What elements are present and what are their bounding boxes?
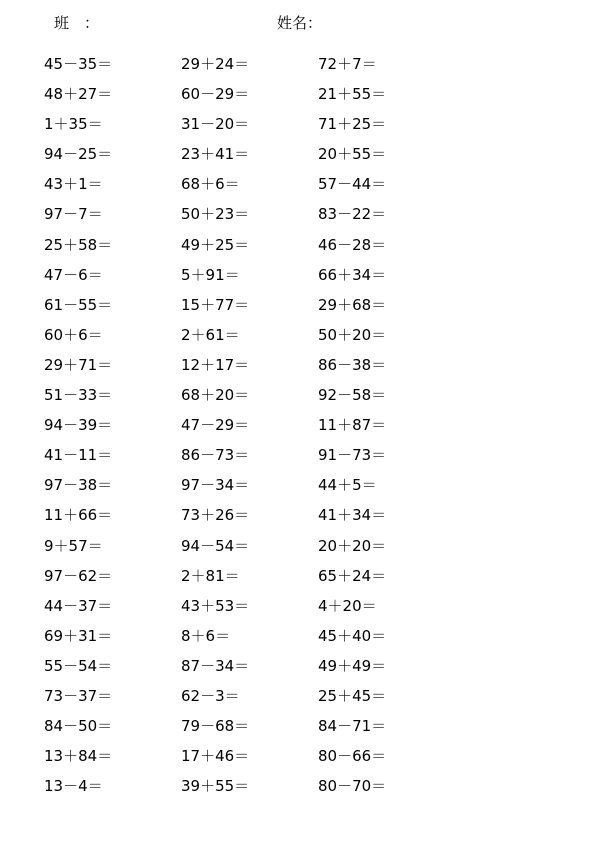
math-problem: 25＋58＝ <box>44 235 113 254</box>
math-problem: 94－25＝ <box>44 145 113 164</box>
math-problem: 29＋71＝ <box>44 355 113 374</box>
math-problem: 68＋20＝ <box>181 386 250 405</box>
math-problem: 49＋25＝ <box>181 235 250 254</box>
math-problem: 65＋24＝ <box>318 566 387 585</box>
math-problem: 84－50＝ <box>44 717 113 736</box>
math-problem: 8＋6＝ <box>181 626 231 645</box>
math-problem: 86－38＝ <box>318 355 387 374</box>
math-problem: 41－11＝ <box>44 446 113 465</box>
math-problem: 51－33＝ <box>44 386 113 405</box>
math-problem: 71＋25＝ <box>318 115 387 134</box>
math-problem: 4＋20＝ <box>318 596 377 615</box>
problem-column-1 <box>44 49 112 801</box>
math-problem: 1＋35＝ <box>44 115 103 134</box>
math-problem: 68＋6＝ <box>181 175 240 194</box>
math-problem: 69＋31＝ <box>44 626 113 645</box>
math-problem: 2＋81＝ <box>181 566 240 585</box>
worksheet-header <box>0 12 600 36</box>
math-problem: 60－29＝ <box>181 85 250 104</box>
math-problem: 91－73＝ <box>318 446 387 465</box>
math-problem: 57－44＝ <box>318 175 387 194</box>
math-problem: 97－38＝ <box>44 476 113 495</box>
math-problem: 11＋87＝ <box>318 416 387 435</box>
math-problem: 5＋91＝ <box>181 265 240 284</box>
math-problem: 61－55＝ <box>44 295 113 314</box>
math-problem: 97－34＝ <box>181 476 250 495</box>
math-problem: 79－68＝ <box>181 717 250 736</box>
math-problem: 15＋77＝ <box>181 295 250 314</box>
problem-column-2 <box>181 49 249 801</box>
math-problem: 49＋49＝ <box>318 656 387 675</box>
math-problem: 97－7＝ <box>44 205 103 224</box>
math-problem: 47－6＝ <box>44 265 103 284</box>
math-problem: 55－54＝ <box>44 656 113 675</box>
math-problem: 21＋55＝ <box>318 85 387 104</box>
math-problem: 94－39＝ <box>44 416 113 435</box>
math-problem: 11＋66＝ <box>44 506 113 525</box>
math-problem: 12＋17＝ <box>181 355 250 374</box>
math-problem: 43＋53＝ <box>181 596 250 615</box>
math-problem: 66＋34＝ <box>318 265 387 284</box>
math-problem: 13＋84＝ <box>44 747 113 766</box>
math-problem: 80－66＝ <box>318 747 387 766</box>
math-problem: 97－62＝ <box>44 566 113 585</box>
math-problem: 13－4＝ <box>44 777 103 796</box>
math-problem: 25＋45＝ <box>318 686 387 705</box>
math-problem: 83－22＝ <box>318 205 387 224</box>
math-problem: 94－54＝ <box>181 536 250 555</box>
math-problem: 17＋46＝ <box>181 747 250 766</box>
math-problem: 47－29＝ <box>181 416 250 435</box>
math-problem: 73－37＝ <box>44 686 113 705</box>
math-problem: 9＋57＝ <box>44 536 103 555</box>
math-problem: 29＋68＝ <box>318 295 387 314</box>
math-problem: 43＋1＝ <box>44 175 103 194</box>
math-problem: 2＋61＝ <box>181 325 240 344</box>
math-problem: 31－20＝ <box>181 115 250 134</box>
math-problem: 20＋20＝ <box>318 536 387 555</box>
math-problem: 48＋27＝ <box>44 85 113 104</box>
math-problem: 84－71＝ <box>318 717 387 736</box>
math-problem: 73＋26＝ <box>181 506 250 525</box>
math-problem: 45＋40＝ <box>318 626 387 645</box>
math-problem: 41＋34＝ <box>318 506 387 525</box>
math-problem: 92－58＝ <box>318 386 387 405</box>
math-problem: 72＋7＝ <box>318 55 377 73</box>
math-problem: 86－73＝ <box>181 446 250 465</box>
math-problem: 20＋55＝ <box>318 145 387 164</box>
math-problem: 44－37＝ <box>44 596 113 615</box>
math-problem: 45－35＝ <box>44 55 113 73</box>
math-problem: 87－34＝ <box>181 656 250 675</box>
math-problem: 50＋20＝ <box>318 325 387 344</box>
math-problem: 50＋23＝ <box>181 205 250 224</box>
problem-column-3 <box>318 49 386 801</box>
name-label: 姓名： <box>277 14 323 32</box>
math-problem: 29＋24＝ <box>181 55 250 73</box>
math-problem: 39＋55＝ <box>181 777 250 796</box>
class-label: 班 ： <box>54 14 100 32</box>
math-problem: 46－28＝ <box>318 235 387 254</box>
math-problem: 62－3＝ <box>181 686 240 705</box>
math-problem: 23＋41＝ <box>181 145 250 164</box>
math-problem: 44＋5＝ <box>318 476 377 495</box>
math-problem: 80－70＝ <box>318 777 387 796</box>
math-problem: 60＋6＝ <box>44 325 103 344</box>
